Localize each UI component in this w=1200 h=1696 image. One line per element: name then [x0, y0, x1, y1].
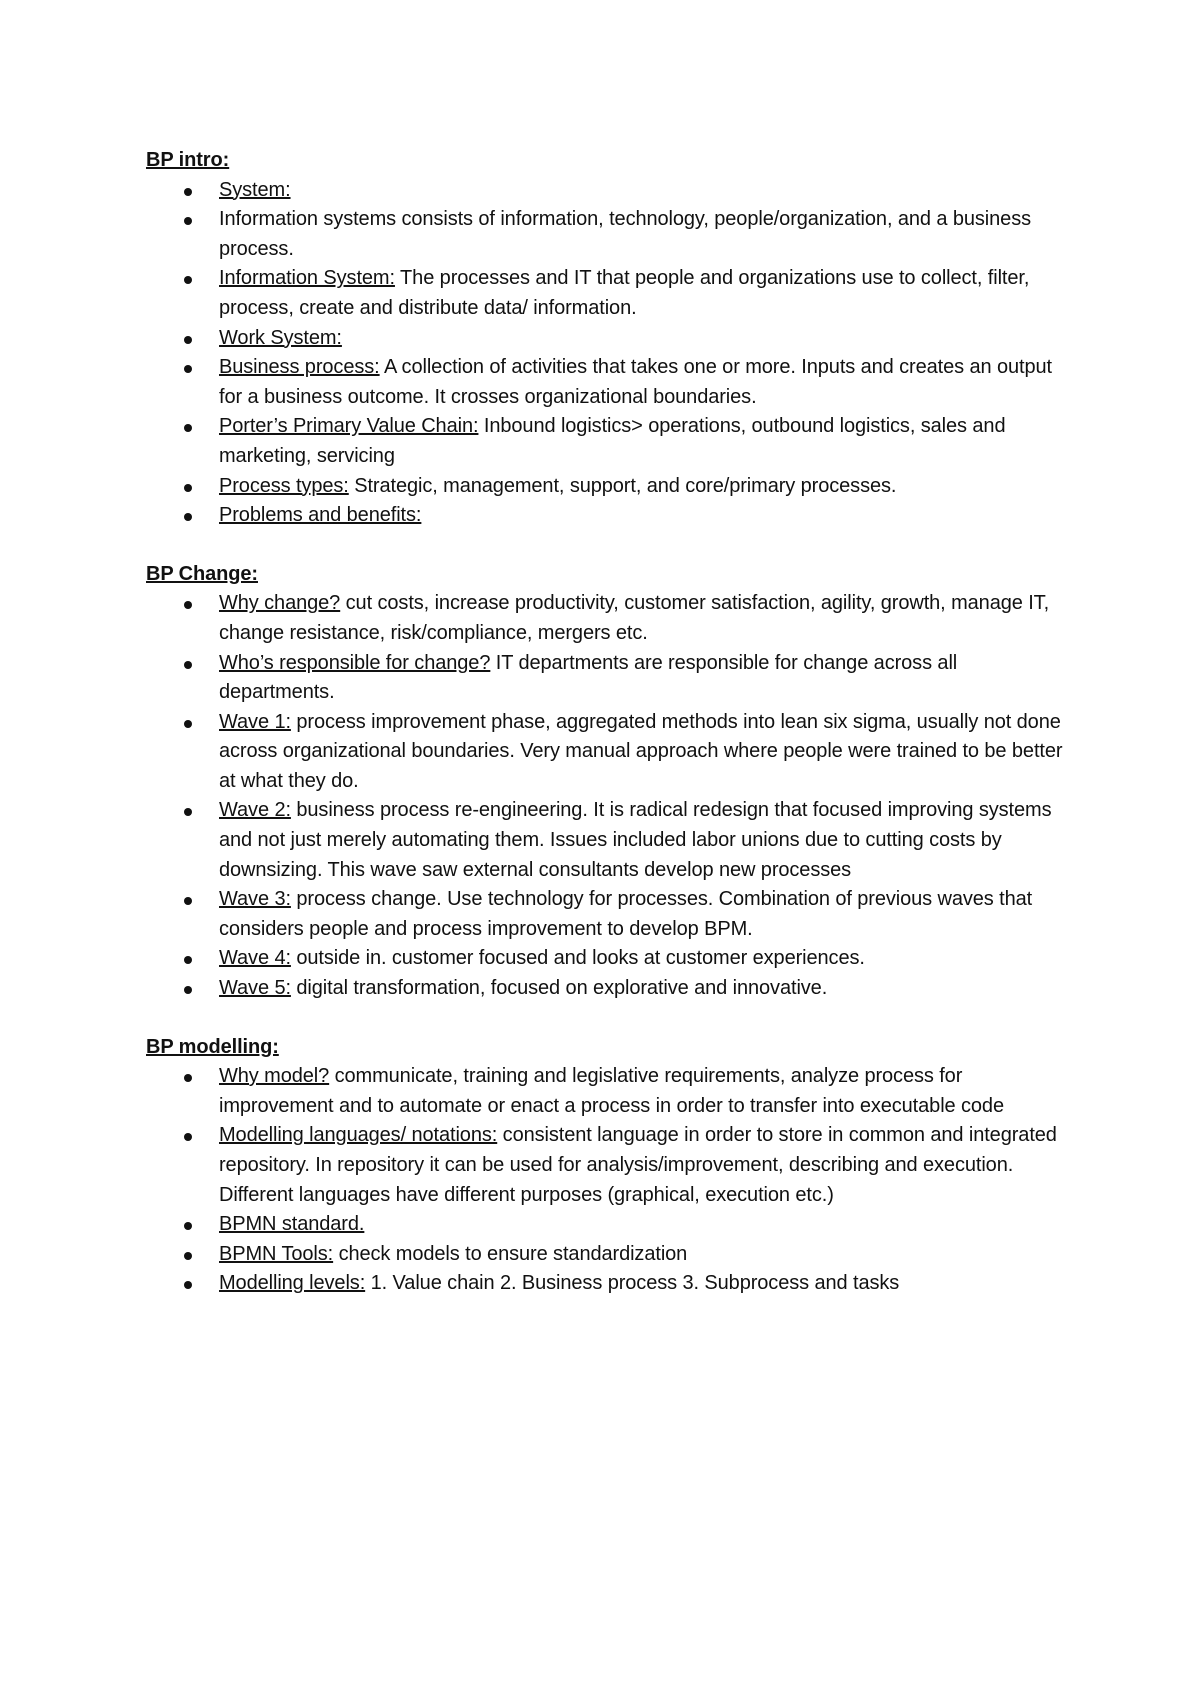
item-term: Information System:	[219, 267, 395, 290]
item-term: Why change?	[219, 592, 341, 615]
item-text: Inbound logistics> operations, outbound logistics, sales and marketing, servicing	[219, 415, 1006, 467]
item-text: consistent language in order to store in common and integrated repository. In repository it can be used for analysis/improvement, describing and execution. Different languages have different purposes (graphical, execution etc.)	[219, 1124, 1057, 1206]
section-bp-change	[146, 560, 1066, 1004]
item-text: IT departments are responsible for change across all departments.	[219, 651, 958, 704]
item-term: Wave 5:	[219, 977, 291, 1000]
list-item	[146, 589, 1066, 648]
item-text: process change. Use technology for processes. Combination of previous waves that considers people and process improvement to develop BPM.	[219, 888, 1033, 940]
bullet-list	[146, 176, 1066, 531]
list-item	[146, 1240, 1066, 1270]
bullet-icon	[184, 601, 192, 609]
item-text: business process re-engineering. It is radical redesign that focused improving systems and not just merely automating them. Issues included labor unions due to cutting costs by downsizing. This wave saw external consultants develop new processes	[219, 799, 1052, 881]
list-item	[146, 353, 1066, 412]
item-text: digital transformation, focused on explorative and innovative.	[290, 977, 828, 1000]
item-text: cut costs, increase productivity, customer satisfaction, agility, growth, manage IT, change resistance, risk/compliance, mergers etc.	[219, 592, 1050, 644]
bullet-icon	[184, 1222, 192, 1230]
list-item	[146, 264, 1066, 323]
item-term: Wave 1:	[219, 710, 291, 733]
section-heading: BP modelling:	[146, 1035, 279, 1058]
bullet-icon	[184, 720, 192, 728]
item-term: Why model?	[219, 1065, 330, 1088]
bullet-icon	[184, 276, 192, 284]
list-item	[146, 1121, 1066, 1210]
section-heading: BP Change:	[146, 562, 258, 585]
bullet-icon	[184, 424, 192, 432]
bullet-icon	[184, 1281, 192, 1289]
list-item	[146, 974, 1066, 1004]
list-item	[146, 412, 1066, 471]
item-term: BPMN standard.	[219, 1213, 365, 1236]
list-item	[146, 1269, 1066, 1299]
item-term: Who’s responsible for change?	[219, 651, 491, 674]
bullet-icon	[184, 484, 192, 492]
bullet-icon	[184, 661, 192, 669]
item-term: Porter’s Primary Value Chain:	[219, 415, 479, 438]
list-item	[146, 324, 1066, 354]
item-text: process improvement phase, aggregated methods into lean six sigma, usually not done across organizational boundaries. Very manual approach where people were trained to be better at what they do.	[219, 710, 1063, 792]
list-item	[146, 501, 1066, 531]
item-term: BPMN Tools:	[219, 1242, 334, 1265]
list-item	[146, 796, 1066, 885]
bullet-icon	[184, 956, 192, 964]
item-term: Wave 4:	[219, 947, 291, 970]
section-bp-intro	[146, 146, 1066, 531]
item-term: Wave 3:	[219, 888, 291, 911]
item-term: Process types:	[219, 474, 349, 497]
list-item	[146, 1210, 1066, 1240]
bullet-icon	[184, 188, 192, 196]
item-term: Business process:	[219, 356, 380, 379]
item-text: check models to ensure standardization	[333, 1242, 688, 1265]
list-item	[146, 708, 1066, 797]
item-term: Work System:	[219, 326, 342, 349]
item-text: The processes and IT that people and organizations use to collect, filter, process, create and distribute data/ information.	[219, 267, 1030, 319]
list-item	[146, 472, 1066, 502]
item-text: outside in. customer focused and looks at customer experiences.	[290, 947, 865, 970]
list-item	[146, 1062, 1066, 1121]
bullet-icon	[184, 365, 192, 373]
item-text: A collection of activities that takes one or more. Inputs and creates an output for a business outcome. It crosses organizational boundaries.	[219, 356, 1053, 408]
document-body	[146, 146, 1066, 1328]
bullet-list	[146, 1062, 1066, 1299]
bullet-icon	[184, 897, 192, 905]
bullet-icon	[184, 986, 192, 994]
list-item	[146, 944, 1066, 974]
item-term: Modelling languages/ notations:	[219, 1124, 498, 1147]
list-item	[146, 649, 1066, 708]
list-item	[146, 176, 1066, 206]
bullet-icon	[184, 1252, 192, 1260]
bullet-list	[146, 589, 1066, 1003]
item-term: System:	[219, 178, 291, 201]
section-heading: BP intro:	[146, 149, 230, 171]
bullet-icon	[184, 808, 192, 816]
bullet-icon	[184, 513, 192, 521]
list-item	[146, 205, 1066, 264]
bullet-icon	[184, 336, 192, 344]
bullet-icon	[184, 1074, 192, 1082]
item-text: Strategic, management, support, and core/primary processes.	[348, 474, 897, 497]
item-text: communicate, training and legislative requirements, analyze process for improvement and to automate or enact a process in order to transfer into executable code	[219, 1065, 1004, 1117]
item-term: Problems and benefits:	[219, 504, 422, 527]
item-text: Information systems consists of information, technology, people/organization, and a business process.	[219, 208, 1031, 260]
item-term: Wave 2:	[219, 799, 291, 822]
bullet-icon	[184, 217, 192, 225]
list-item	[146, 885, 1066, 944]
bullet-icon	[184, 1133, 192, 1141]
item-text: 1. Value chain 2. Business process 3. Subprocess and tasks	[365, 1272, 900, 1295]
section-bp-modelling	[146, 1033, 1066, 1299]
item-term: Modelling levels:	[219, 1272, 366, 1295]
